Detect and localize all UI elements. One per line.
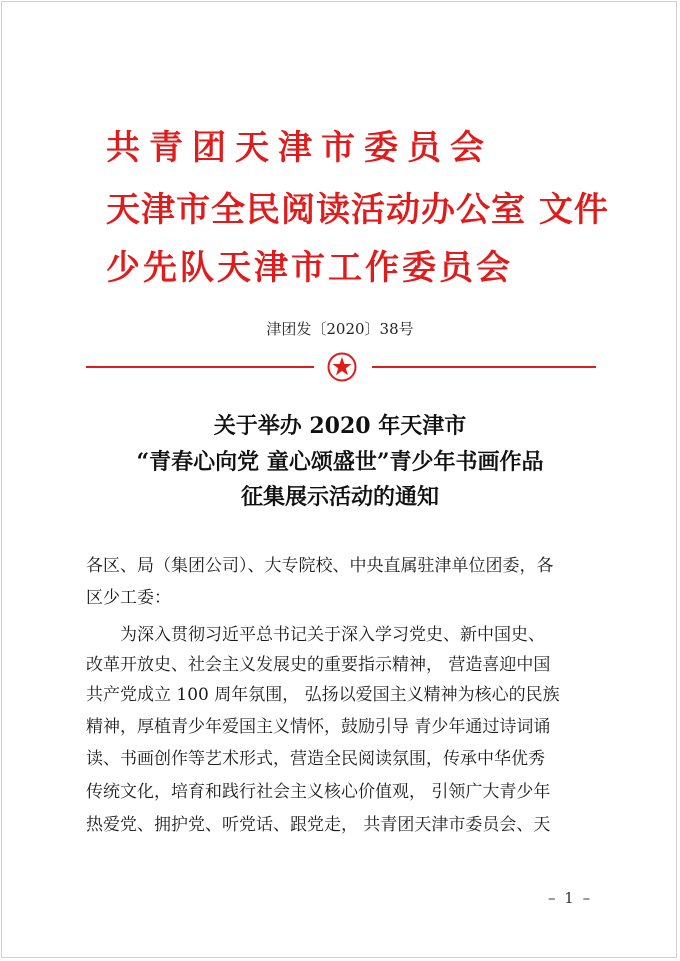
issuer-line-3: 少先队天津市工作委员会 bbox=[106, 248, 513, 288]
red-rule-left bbox=[86, 366, 314, 368]
page-number: – 1 – bbox=[548, 889, 593, 907]
body-line: 热爱党、拥护党、听党话、跟党走， 共青团天津市委员会、天 bbox=[86, 815, 551, 835]
issuer-line-2: 天津市全民阅读活动办公室 文件 bbox=[106, 190, 609, 230]
body-line: 精神，厚植青少年爱国主义情怀，鼓励引导 青少年通过诗词诵 bbox=[86, 717, 551, 737]
body-line: 为深入贯彻习近平总书记关于深入学习党史、新中国史、 bbox=[86, 625, 545, 645]
body-line: 改革开放史、社会主义发展史的重要指示精神， 营造喜迎中国 bbox=[86, 655, 551, 675]
title-line-2: “青春心向党 童心颂盛世”青少年书画作品 bbox=[136, 449, 544, 475]
body-line: 共产党成立 100 周年氛围， 弘扬以爱国主义精神为核心的民族 bbox=[86, 685, 560, 705]
title-line-1: 关于举办 2020 年天津市 bbox=[213, 413, 467, 439]
body-line: 各区、局（集团公司）、大专院校、中央直属驻津单位团委，各 bbox=[86, 556, 554, 576]
title-line-3: 征集展示活动的通知 bbox=[240, 484, 439, 510]
document-number: 津团发〔2020〕38号 bbox=[266, 320, 414, 338]
red-star-icon bbox=[327, 352, 357, 382]
body-line: 读、书画创作等艺术形式，营造全民阅读氛围，传承中华优秀 bbox=[86, 749, 545, 769]
issuer-line-1: 共青团天津市委员会 bbox=[106, 128, 493, 168]
red-rule-right bbox=[372, 366, 596, 368]
body-line: 区少工委： bbox=[86, 588, 171, 608]
body-line: 传统文化，培育和践行社会主义核心价值观， 引领广大青少年 bbox=[86, 782, 551, 802]
